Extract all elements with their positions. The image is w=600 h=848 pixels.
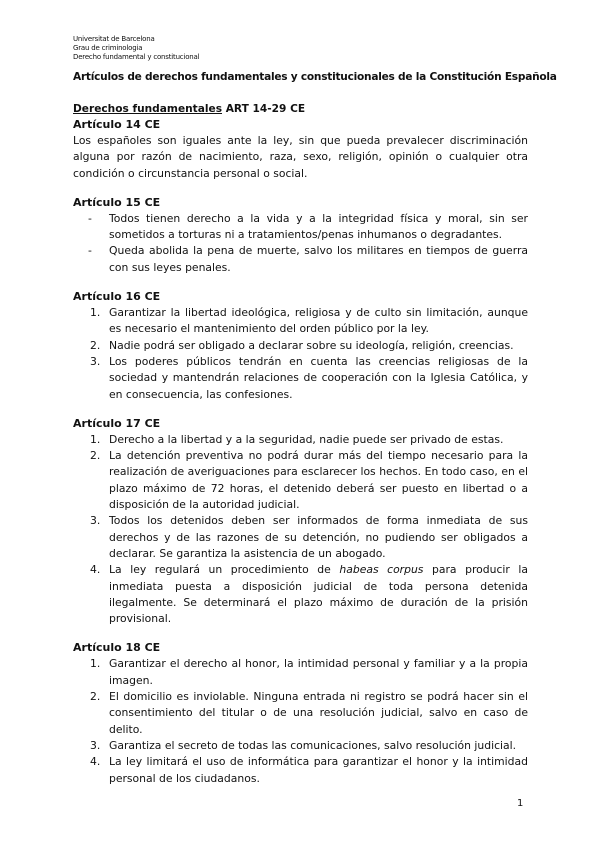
list-item bbox=[73, 513, 528, 562]
list-item bbox=[73, 305, 528, 338]
list-item-text: Todos los detenidos deben ser informados de forma inmediata de sus derechos y de las razones de su detención, no pudiendo ser obligados a declarar. Se garantiza la asistencia de un abogado. bbox=[109, 514, 528, 560]
list-item-text: El domicilio es inviolable. Ninguna entrada ni registro se podrá hacer sin el consentimiento del titular o de una resolución judicial, salvo en caso de delito. bbox=[109, 690, 528, 736]
header-degree: Grau de criminologia bbox=[73, 44, 143, 52]
article-15-list bbox=[73, 211, 528, 276]
list-number: 1. bbox=[90, 432, 101, 446]
list-number: 3. bbox=[90, 738, 101, 752]
section-range: ART 14-29 CE bbox=[222, 103, 306, 115]
list-number: 1. bbox=[90, 657, 101, 671]
list-item-text: La ley limitará el uso de informática para garantizar el honor y la intimidad personal de los ciudadanos. bbox=[109, 755, 528, 785]
dash-marker: - bbox=[88, 211, 92, 225]
article-17-list bbox=[73, 432, 528, 628]
article-16-heading: Artículo 16 CE bbox=[73, 290, 161, 304]
list-item bbox=[73, 738, 528, 754]
header-university: Universitat de Barcelona bbox=[73, 35, 155, 43]
list-item-text: Los poderes públicos tendrán en cuenta las creencias religiosas de la sociedad y mantendrán relaciones de cooperación con la Iglesia Católica, y en consecuencia, las confesiones. bbox=[109, 354, 528, 401]
list-number: 2. bbox=[90, 449, 101, 463]
list-item-text: Derecho a la libertad y a la seguridad, nadie puede ser privado de estas. bbox=[109, 432, 504, 446]
list-number: 4. bbox=[90, 755, 101, 769]
article-14-text: Los españoles son iguales ante la ley, sin que pueda prevalecer discriminación alguna por razón de nacimiento, raza, sexo, religión, opinión o cualquier otra condición o circunstancia personal o social. bbox=[73, 134, 528, 180]
document-body bbox=[73, 101, 528, 787]
list-item bbox=[73, 754, 528, 787]
list-item bbox=[73, 689, 528, 738]
list-item-text: Todos tienen derecho a la vida y a la integridad física y moral, sin ser sometidos a torturas ni a tratamientos/penas inhumanos o degradantes. bbox=[109, 211, 528, 242]
list-item-text: Garantiza el secreto de todas las comunicaciones, salvo resolución judicial. bbox=[109, 738, 517, 752]
list-number: 1. bbox=[90, 306, 101, 320]
list-item bbox=[73, 354, 528, 403]
habeas-corpus-term: habeas corpus bbox=[339, 563, 424, 577]
page-number: 1 bbox=[517, 798, 524, 809]
document-title: Artículos de derechos fundamentales y constitucionales de la Constitución Española bbox=[73, 71, 557, 83]
list-item bbox=[73, 562, 528, 627]
article-14-heading: Artículo 14 CE bbox=[73, 118, 161, 131]
list-number: 2. bbox=[90, 338, 101, 352]
list-item bbox=[73, 656, 528, 689]
section-label: Derechos fundamentales bbox=[73, 103, 223, 115]
list-item bbox=[73, 448, 528, 513]
article-18-heading: Artículo 18 CE bbox=[73, 641, 161, 655]
article-16-list bbox=[73, 305, 528, 403]
article-17-heading: Artículo 17 CE bbox=[73, 416, 161, 430]
article-15-heading: Artículo 15 CE bbox=[73, 195, 161, 209]
list-item bbox=[73, 211, 528, 244]
list-number: 2. bbox=[90, 690, 101, 704]
list-item-text: Queda abolida la pena de muerte, salvo los militares en tiempos de guerra con sus leyes penales. bbox=[109, 244, 528, 274]
list-item bbox=[73, 243, 528, 276]
list-number: 3. bbox=[90, 354, 101, 368]
list-number: 3. bbox=[90, 514, 101, 528]
list-item bbox=[73, 432, 528, 448]
list-number: 4. bbox=[90, 563, 101, 577]
list-item-text: La ley regulará un procedimiento de bbox=[109, 563, 340, 577]
list-item-text: La detención preventiva no podrá durar más del tiempo necesario para la realización de averiguaciones para esclarecer los hechos. En todo caso, en el plazo máximo de 72 horas, el detenido deberá ser puesto en libertad o a disposición de la autoridad judicial. bbox=[109, 449, 528, 512]
article-18-list bbox=[73, 656, 528, 786]
dash-marker: - bbox=[88, 244, 92, 258]
page-header bbox=[73, 35, 199, 62]
list-item-text-cont: para producir la inmediata puesta a disposición judicial de toda persona detenida ilegalmente. Se determinará el plazo máximo de duración de la prisión provisional. bbox=[109, 563, 528, 626]
list-item-text: Garantizar la libertad ideológica, religiosa y de culto sin limitación, aunque es necesario el mantenimiento del orden público por la ley. bbox=[109, 306, 528, 336]
list-item-text: Garantizar el derecho al honor, la intimidad personal y familiar y a la propia imagen. bbox=[109, 657, 528, 687]
header-subject: Derecho fundamental y constitucional bbox=[73, 53, 200, 61]
section-title bbox=[73, 101, 528, 117]
list-item-text: Nadie podrá ser obligado a declarar sobre su ideología, religión, creencias. bbox=[109, 338, 514, 352]
list-item bbox=[73, 338, 528, 354]
